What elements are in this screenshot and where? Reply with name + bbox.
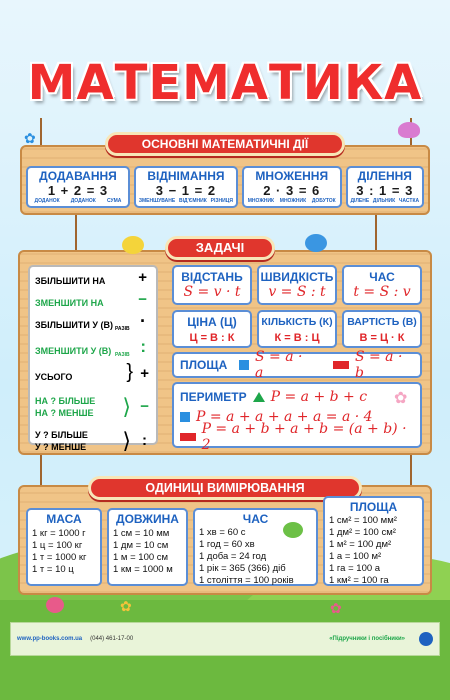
- op-label: ДОДАНОК: [34, 198, 60, 204]
- compare-row: [35, 429, 151, 459]
- triangle-icon: [253, 392, 265, 402]
- bird-icon: [283, 522, 303, 538]
- units-line: 1 доба = 24 год: [199, 551, 267, 562]
- formula-text: P = a + b + c: [270, 389, 368, 405]
- formula-card-speed: [257, 265, 337, 305]
- curved-arrow-icon: ⟩: [122, 394, 131, 419]
- perimeter-row: [180, 387, 414, 407]
- op-title: ВІДНІМАННЯ: [147, 169, 225, 183]
- formula-text: P = a + b + a + b = (a + b) · 2: [201, 421, 407, 453]
- formula-text: Ц = В : К: [189, 332, 235, 344]
- formula-card-price: [172, 310, 252, 348]
- formula-card-perimeter: [172, 382, 422, 453]
- units-line: 1 т = 1000 кг: [32, 552, 87, 563]
- units-line: 1 км = 1000 м: [113, 564, 173, 575]
- compare-symbol: :: [142, 432, 147, 449]
- op-label: ДОБУТОК: [311, 198, 336, 204]
- units-line: 1 а = 100 м²: [329, 551, 382, 562]
- formula-text: v = S : t: [268, 284, 326, 300]
- units-line: 1 м² = 100 дм²: [329, 539, 392, 550]
- rope: [75, 215, 77, 255]
- section-header-units: ОДИНИЦІ ВИМІРЮВАННЯ: [88, 476, 362, 500]
- footer-phone: (044) 461-17-00: [90, 636, 134, 642]
- op-label: ДІЛЬНИК: [372, 198, 396, 204]
- formula-text: S = a · a: [254, 349, 303, 381]
- compare-text: НА ? БІЛЬШЕ: [35, 396, 96, 406]
- op-label: ЧАСТКА: [398, 198, 420, 204]
- formula-text: t = S : v: [353, 284, 411, 300]
- formula-text: S = v · t: [183, 284, 241, 300]
- formula-text: К = В : Ц: [274, 332, 320, 344]
- keyword-text: ЗМЕНШИТИ НА: [35, 298, 104, 308]
- keyword-note: РАЗІВ: [115, 352, 130, 358]
- emblem-icon: [419, 632, 433, 646]
- units-line: 1 см = 10 мм: [113, 528, 170, 539]
- units-line: 1 км² = 100 га: [329, 575, 389, 586]
- op-title: МНОЖЕННЯ: [255, 169, 329, 183]
- keyword-text: ЗМЕНШИТИ У (В): [35, 346, 112, 356]
- keyword-text: ЗБІЛЬШИТИ У (В): [35, 320, 113, 330]
- units-card-mass: [26, 508, 102, 586]
- formula-text: P = a + a + a + a = a · 4: [196, 409, 373, 425]
- footer-bar: [10, 622, 440, 656]
- keyword-symbol: :: [140, 337, 146, 356]
- op-equation: 3 − 1 = 2: [155, 183, 217, 198]
- bird-icon: [46, 597, 64, 613]
- formula-card-quantity: [257, 310, 337, 348]
- op-equation: 1 + 2 = 3: [47, 183, 109, 198]
- units-line: 1 хв = 60 с: [199, 527, 246, 538]
- flower-icon: ✿: [330, 600, 342, 616]
- op-card-division: [346, 166, 424, 208]
- units-line: 1 століття = 100 років: [199, 575, 294, 586]
- compare-text: У ? МЕНШЕ: [35, 442, 87, 452]
- curved-arrow-icon: ⟩: [122, 428, 131, 453]
- op-card-multiplication: [242, 166, 342, 208]
- compare-row: [35, 395, 151, 429]
- keyword-row: [35, 293, 151, 315]
- bird-icon: [305, 234, 327, 252]
- square-icon: [239, 360, 249, 370]
- units-line: 1 кг = 1000 г: [32, 528, 86, 539]
- formula-title: КІЛЬКІСТЬ (К): [261, 316, 333, 328]
- op-label: МНОЖНИК: [279, 198, 307, 204]
- op-label: СУМА: [106, 198, 122, 204]
- square-icon: [180, 412, 190, 422]
- op-labels: [29, 198, 127, 204]
- op-label: ЗМЕНШУВАНЕ: [138, 198, 176, 204]
- rectangle-icon: [333, 361, 349, 369]
- rope: [40, 455, 42, 485]
- formula-title: ПЛОЩА: [180, 358, 228, 372]
- keyword-row: [35, 311, 151, 341]
- formula-title: ВАРТІСТЬ (В): [347, 316, 417, 328]
- bird-icon: [122, 236, 144, 254]
- units-line: 1 год = 60 хв: [199, 539, 255, 550]
- keyword-symbol: ·: [140, 311, 146, 331]
- formula-title: ПЕРИМЕТР: [180, 390, 247, 404]
- units-card-time: [193, 508, 318, 586]
- keywords-card: [28, 265, 158, 453]
- op-equation: 2 · 3 = 6: [263, 183, 321, 198]
- flower-icon: ✿: [24, 130, 36, 146]
- formula-text: В = Ц · К: [359, 332, 405, 344]
- formula-title: ВІДСТАНЬ: [181, 270, 243, 284]
- formula-card-time: [342, 265, 422, 305]
- rope: [375, 215, 377, 255]
- formula-title: ШВИДКІСТЬ: [260, 270, 334, 284]
- op-card-addition: [26, 166, 130, 208]
- section-header-tasks: ЗАДАЧІ: [165, 236, 275, 260]
- op-labels: [137, 198, 235, 204]
- perimeter-row: [180, 421, 414, 453]
- compare-text: НА ? МЕНШЕ: [35, 408, 94, 418]
- op-label: РІЗНИЦЯ: [210, 198, 233, 204]
- keyword-row: [35, 337, 151, 367]
- units-line: 1 т = 10 ц: [32, 564, 74, 575]
- compare-symbol: −: [140, 398, 149, 415]
- keyword-note: РАЗІВ: [115, 326, 130, 332]
- units-line: 1 м = 100 см: [113, 552, 169, 563]
- units-line: 1 ц = 100 кг: [32, 540, 83, 551]
- keyword-text: УСЬОГО: [35, 372, 73, 382]
- units-line: 1 дм² = 100 см²: [329, 527, 396, 538]
- keyword-symbol: +: [140, 365, 149, 382]
- units-title: МАСА: [46, 512, 82, 526]
- brace-icon: }: [126, 361, 133, 383]
- op-title: ДОДАВАННЯ: [39, 169, 117, 183]
- formula-card-distance: [172, 265, 252, 305]
- op-title: ДІЛЕННЯ: [357, 169, 412, 183]
- formula-text: S = a · b: [354, 349, 403, 381]
- rope: [40, 118, 42, 148]
- keyword-text: ЗБІЛЬШИТИ НА: [35, 276, 106, 286]
- op-equation: 3 : 1 = 3: [356, 183, 414, 198]
- units-card-area: [323, 496, 424, 586]
- flower-icon: ✿: [120, 598, 132, 614]
- formula-title: ЧАС: [369, 270, 395, 284]
- compare-text: У ? БІЛЬШЕ: [35, 430, 88, 440]
- op-labels: [245, 198, 339, 204]
- keyword-row: [35, 361, 151, 395]
- formula-card-cost: [342, 310, 422, 348]
- footer-publisher: «Підручники і посібники»: [329, 636, 405, 642]
- op-label: ВІД'ЄМНИК: [179, 198, 207, 204]
- section-header-basic: ОСНОВНІ МАТЕМАТИЧНІ ДІЇ: [105, 132, 345, 156]
- keyword-row: [35, 271, 151, 293]
- bird-icon: [398, 122, 420, 138]
- footer-site: www.pp-books.com.ua: [17, 636, 83, 642]
- rectangle-icon: [180, 433, 196, 441]
- op-label: ДІЛЕНЕ: [350, 198, 370, 204]
- page-title: МАТЕМАТИКА: [27, 55, 423, 111]
- rope: [410, 455, 412, 485]
- units-title: ПЛОЩА: [349, 500, 398, 514]
- keyword-symbol: −: [138, 291, 147, 308]
- units-title: ЧАС: [242, 512, 269, 526]
- op-label: ДОДАНОК: [70, 198, 96, 204]
- units-line: 1 га = 100 а: [329, 563, 381, 574]
- units-card-length: [107, 508, 188, 586]
- op-label: МНОЖНИК: [247, 198, 275, 204]
- flower-icon: ✿: [394, 390, 408, 407]
- op-card-subtraction: [134, 166, 238, 208]
- keyword-symbol: +: [138, 269, 147, 286]
- formula-title: ЦІНА (Ц): [187, 315, 237, 329]
- units-line: 1 дм = 10 см: [113, 540, 169, 551]
- formula-card-area: [172, 349, 422, 381]
- units-title: ДОВЖИНА: [116, 512, 179, 526]
- units-line: 1 см² = 100 мм²: [329, 515, 397, 526]
- units-line: 1 рік = 365 (366) діб: [199, 563, 286, 574]
- operations-row: [26, 166, 424, 208]
- op-labels: [349, 198, 421, 204]
